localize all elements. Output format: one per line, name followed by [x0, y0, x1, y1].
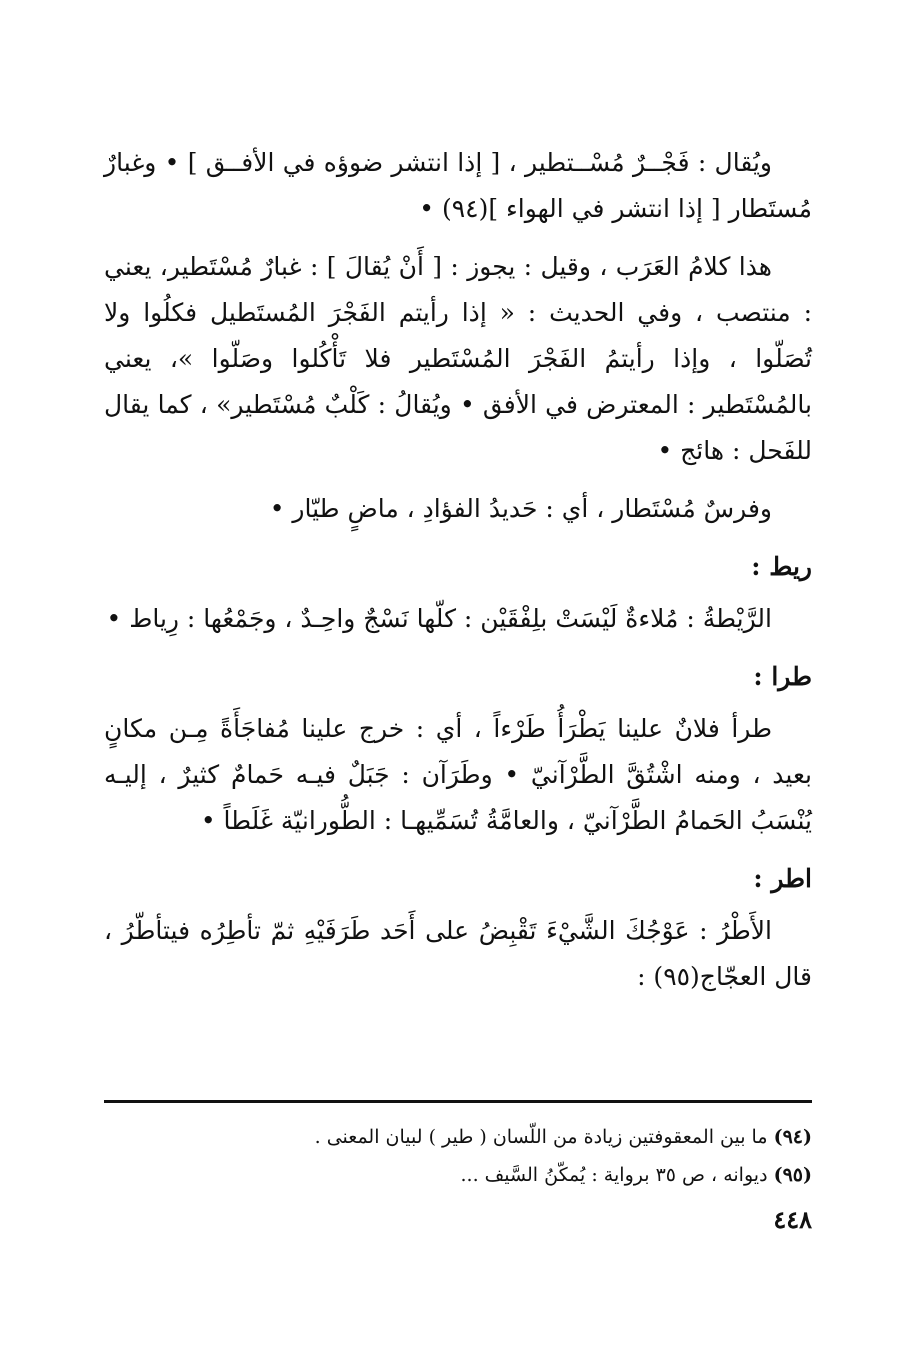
- footnote-text: ما بين المعقوفتين زيادة من اللّسان ( طير ) لبيان المعنى .: [314, 1126, 768, 1148]
- entry-heading: اطر :: [753, 864, 812, 893]
- page-number: ٤٤٨: [773, 1205, 812, 1234]
- footnote: [104, 1118, 812, 1156]
- footnote-text: ديوانه ، ص ٣٥ برواية : يُمكّنُ السَّيف ...: [460, 1164, 768, 1186]
- footnote-number: (٩٥): [773, 1164, 812, 1186]
- paragraph: الأَطْرُ : عَوْجُكَ الشَّيْءَ تَقْبِضُ على أَحَد طَرَفَيْهِ ثمّ تأطِرُه فيتأطّرُ ، قال العجّاج(٩٥) :: [104, 916, 812, 991]
- entry-heading: طرا :: [753, 662, 812, 691]
- footnotes: [104, 1118, 812, 1194]
- paragraph: ويُقال : فَجْــرٌ مُسْــتطير ، [ إذا انتشر ضوؤه في الأفــق ] • وغبارٌ مُستَطار [ إذا انتشر في الهواء ](٩٤) •: [104, 148, 812, 223]
- footnote: [104, 1156, 812, 1194]
- footnote-number: (٩٤): [773, 1126, 812, 1148]
- paragraph: وفرسٌ مُسْتَطار ، أي : حَديدُ الفؤادِ ، ماضٍ طيّار •: [269, 494, 772, 523]
- paragraph: الرَّيْطةُ : مُلاءةٌ لَيْسَتْ بلِفْقَيْن : كلّها نَسْجٌ واحِـدٌ ، وجَمْعُها : رِياط •: [106, 604, 772, 633]
- paragraph: هذا كلامُ العَرَب ، وقيل : يجوز : [ أَنْ يُقالَ ] : غبارٌ مُسْتَطير، يعني : منتصب ، وفي الحديث : « إذا رأيتم الفَجْرَ المُستَطيل فكلُوا ولا تُصَلّوا ، وإذا رأيتمُ الفَجْرَ المُسْتَطير فلا تَأْكُلوا وصَلّوا »، يعني بالمُسْتَطير : المعترض في الأفق • ويُقالُ : كَلْبٌ مُسْتَطير» ، كما يقال للفَحل : هائج •: [104, 252, 812, 465]
- entry-heading: ريط :: [751, 552, 812, 581]
- footnote-divider: [104, 1100, 812, 1103]
- paragraph: طرأ فلانٌ علينا يَطْرَأُ طَرْءاً ، أي : خرج علينا مُفاجَأَةً مِـن مكانٍ بعيد ، ومنه اشْتُقَّ الطَّرْآنيّ • وطَرَآن : جَبَلٌ فيـه حَمامٌ كثيرٌ ، إليـه يُنْسَبُ الحَمامُ الطَّرْآنيّ ، والعامَّةُ تُسَمِّيهـا : الطُّورانيّة غَلَطاً •: [104, 714, 812, 835]
- main-text: [104, 140, 812, 1012]
